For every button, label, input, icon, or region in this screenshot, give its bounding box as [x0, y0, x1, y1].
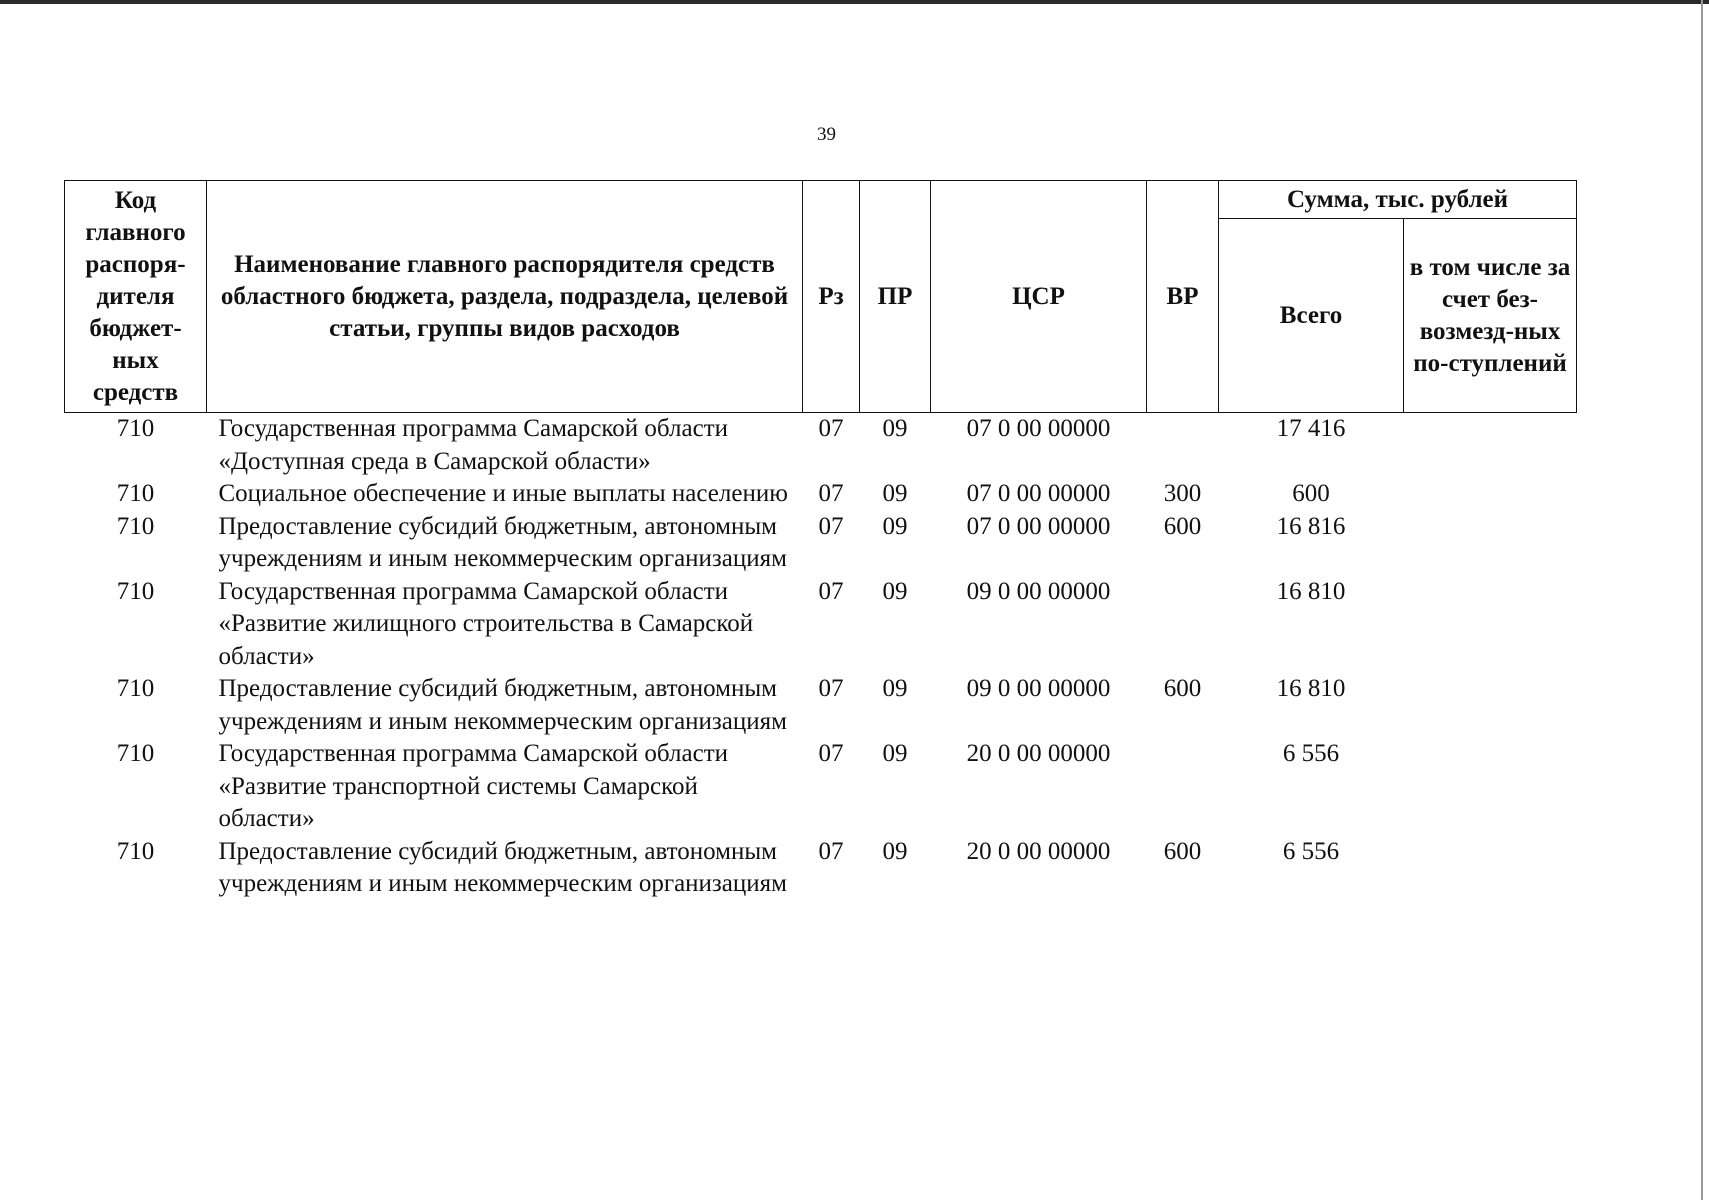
page-number: 39 — [817, 124, 836, 145]
row-code: 710 — [116, 480, 155, 507]
row-total: 6 556 — [1282, 740, 1340, 767]
row-incl — [1404, 836, 1577, 901]
row-csr: 07 0 00 00000 — [966, 512, 1111, 540]
row-rz: 07 — [818, 415, 844, 442]
row-vr: 600 — [1163, 675, 1202, 702]
row-pr: 09 — [882, 480, 908, 507]
top-border — [0, 0, 1709, 4]
row-csr: 09 0 00 00000 — [966, 577, 1111, 605]
budget-table — [64, 180, 1577, 901]
row-csr: 20 0 00 00000 — [966, 740, 1111, 767]
row-incl — [1404, 413, 1577, 479]
row-vr: 600 — [1163, 512, 1202, 540]
row-vr — [1147, 738, 1219, 836]
row-csr: 09 0 00 00000 — [966, 675, 1111, 702]
header-total: Всего — [1219, 219, 1404, 413]
row-incl — [1404, 673, 1577, 738]
header-code: Код главного распоря-дителя бюджет-ных средств — [65, 181, 207, 413]
row-incl — [1404, 478, 1577, 511]
row-csr: 07 0 00 00000 — [966, 415, 1111, 442]
header-csr: ЦСР — [931, 181, 1147, 413]
row-total: 16 810 — [1276, 577, 1346, 605]
row-total: 16 816 — [1276, 512, 1346, 540]
row-rz: 07 — [818, 675, 844, 702]
row-pr: 09 — [882, 675, 908, 702]
row-total: 6 556 — [1282, 837, 1340, 865]
table-row — [65, 511, 1577, 576]
row-pr: 09 — [882, 740, 908, 767]
row-vr — [1147, 413, 1219, 479]
table-row — [65, 738, 1577, 836]
row-incl — [1404, 576, 1577, 674]
row-rz: 07 — [818, 740, 844, 767]
table-row — [65, 478, 1577, 511]
row-csr: 07 0 00 00000 — [966, 480, 1111, 507]
row-total: 600 — [1292, 480, 1330, 507]
table-row — [65, 576, 1577, 674]
header-pr: ПР — [860, 181, 931, 413]
row-rz: 07 — [818, 512, 844, 540]
row-name: Государственная программа Самарской области «Доступная среда в Самарской области» — [218, 415, 728, 475]
row-name: Предоставление субсидий бюджетным, автономным учреждениям и иным некоммерческим организациям — [218, 512, 787, 572]
row-code: 710 — [116, 837, 155, 865]
table-row — [65, 673, 1577, 738]
row-pr: 09 — [882, 577, 908, 605]
row-incl — [1404, 738, 1577, 836]
row-name: Государственная программа Самарской области «Развитие транспортной системы Самарской области» — [218, 740, 728, 832]
row-vr — [1147, 576, 1219, 674]
row-code: 710 — [116, 740, 155, 767]
row-rz: 07 — [818, 577, 844, 605]
header-sum: Сумма, тыс. рублей — [1219, 181, 1577, 219]
row-rz: 07 — [818, 480, 844, 507]
table-row — [65, 413, 1577, 479]
row-name: Предоставление субсидий бюджетным, автономным учреждениям и иным некоммерческим организациям — [218, 837, 787, 897]
row-csr: 20 0 00 00000 — [966, 837, 1111, 865]
row-rz: 07 — [818, 837, 844, 865]
header-vr: ВР — [1147, 181, 1219, 413]
row-code: 710 — [116, 415, 155, 442]
row-total: 17 416 — [1276, 415, 1346, 442]
row-vr: 300 — [1163, 480, 1202, 507]
row-code: 710 — [116, 675, 155, 702]
row-pr: 09 — [882, 512, 908, 540]
page-edge — [1701, 0, 1703, 1200]
table-header — [65, 181, 1577, 413]
row-pr: 09 — [882, 837, 908, 865]
header-rz: Рз — [803, 181, 860, 413]
row-name: Предоставление субсидий бюджетным, автономным учреждениям и иным некоммерческим организациям — [218, 675, 787, 735]
header-incl: в том числе за счет без-возмезд-ных по-ступлений — [1404, 219, 1577, 413]
row-vr: 600 — [1163, 837, 1202, 865]
row-code: 710 — [116, 512, 155, 540]
row-name: Социальное обеспечение и иные выплаты населению — [218, 480, 788, 507]
row-incl — [1404, 511, 1577, 576]
header-name: Наименование главного распорядителя средств областного бюджета, раздела, подраздела, целевой статьи, группы видов расходов — [207, 181, 803, 413]
table-body — [65, 413, 1577, 901]
table-row — [65, 836, 1577, 901]
row-total: 16 810 — [1276, 675, 1346, 702]
row-pr: 09 — [882, 415, 908, 442]
row-name: Государственная программа Самарской области «Развитие жилищного строительства в Самарской области» — [218, 577, 754, 670]
row-code: 710 — [116, 577, 155, 605]
